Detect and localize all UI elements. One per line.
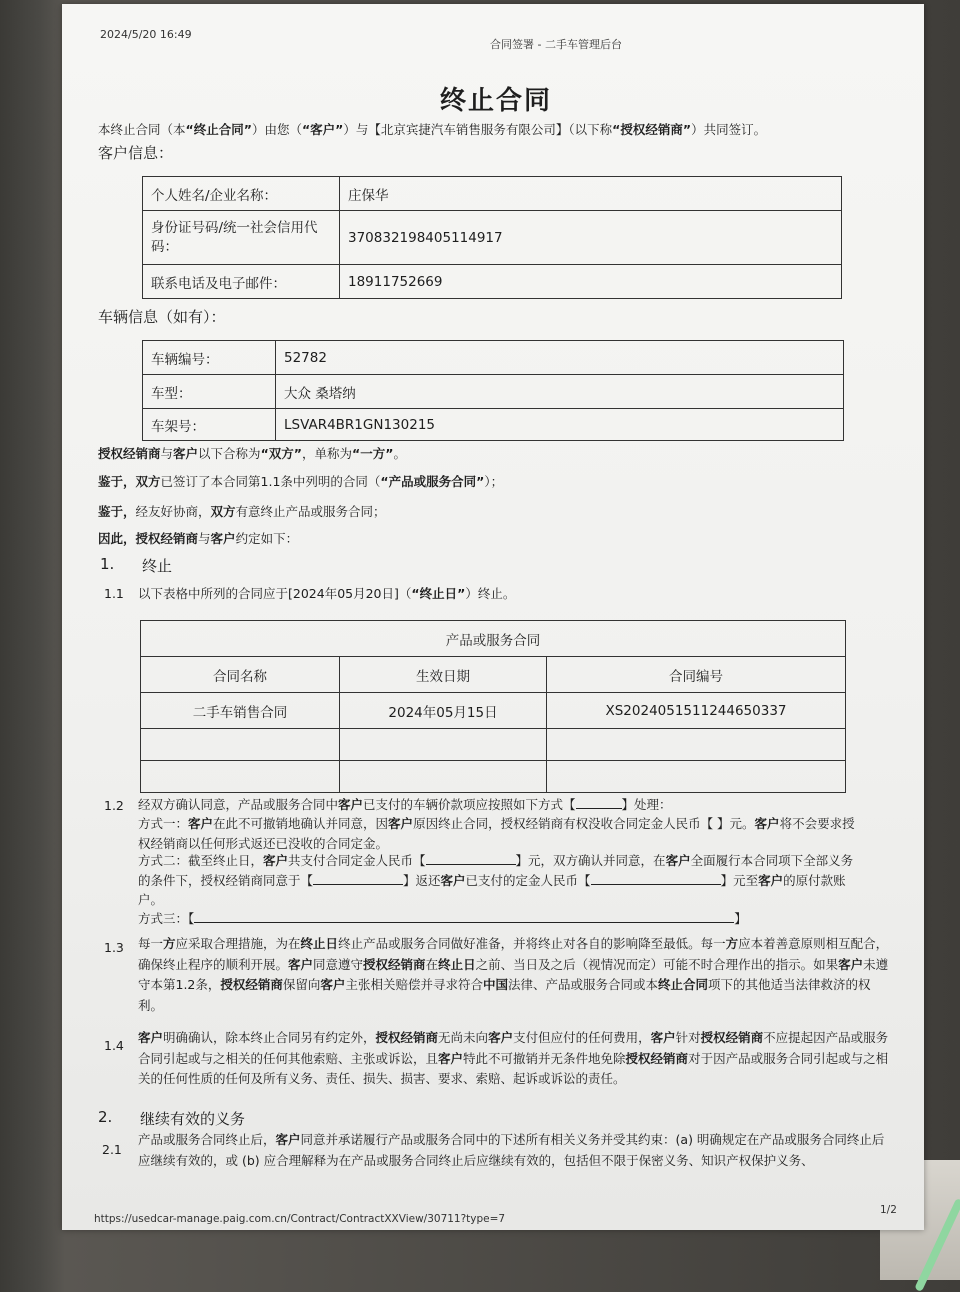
empty-cell (340, 729, 547, 761)
customer-contact-value: 18911752669 (340, 265, 842, 299)
table-row (141, 761, 846, 793)
method-2-line-1: 方式二：截至终止日，客户共支付合同定金人民币【 】元，双方确认并同意，在客户全面履行本合同项下全部义务 (138, 850, 853, 871)
return-date-blank[interactable] (313, 870, 403, 885)
table-row (141, 657, 846, 693)
table-row (143, 341, 844, 375)
method-2-line-3: 户。 (138, 892, 164, 907)
table-row (143, 177, 842, 211)
customer-contact-label: 联系电话及电子邮件： (143, 265, 340, 299)
section-1-number: 1. (100, 555, 115, 573)
contract-name-cell: 二手车销售合同 (141, 693, 340, 729)
customer-name-value: 庄保华 (340, 177, 842, 211)
table-row (143, 265, 842, 299)
customer-info-table (142, 176, 842, 299)
intro-paragraph: 本终止合同（本“终止合同”）由您（“客户”）与【北京宾捷汽车销售服务有限公司】（以下称“授权经销商”）共同签订。 (98, 122, 767, 137)
service-contract-table (140, 620, 846, 793)
empty-cell (340, 761, 547, 793)
print-page-title: 合同签署 - 二手车管理后台 (490, 38, 622, 51)
whereas-clause-2: 鉴于，经友好协商，双方有意终止产品或服务合同； (98, 504, 386, 519)
method-2-line-2: 的条件下，授权经销商同意于【 】返还客户已支付的定金人民币【 】元至客户的原付款账 (138, 870, 846, 891)
column-header-date: 生效日期 (340, 657, 547, 693)
clause-2-1-text: 产品或服务合同终止后，客户同意并承诺履行产品或服务合同中的下述所有相关义务并受其约束：(a) 明确规定在产品或服务合同终止后应继续有效的，或 (b) 应合理解释为在产品或服务合同终止后应继续有效的，包括但不限于保密义务、知识产权保护义务、 (138, 1132, 885, 1168)
vehicle-model-label: 车型： (143, 375, 276, 409)
empty-cell (547, 729, 846, 761)
column-header-number: 合同编号 (547, 657, 846, 693)
clause-1-3-text: 每一方应采取合理措施，为在终止日终止产品或服务合同做好准备，并将终止对各自的影响降至最低。每一方应本着善意原则相互配合，确保终止程序的顺利开展。客户同意遵守授权经销商在终止日之前、当日及之后（视情况而定）可能不时合理作出的指示。如果客户未遵守本第1.2条，授权经销商保留向客户主张相关赔偿并寻求符合中国法律、产品或服务合同或本终止合同项下的其他适当法律救济的权利。 (138, 936, 889, 1013)
method-blank[interactable] (576, 794, 622, 809)
customer-name-label: 个人姓名/企业名称： (143, 177, 340, 211)
vehicle-number-label: 车辆编号： (143, 341, 276, 375)
empty-cell (141, 761, 340, 793)
clause-1-4-number: 1.4 (104, 1038, 124, 1053)
section-2-number: 2. (98, 1108, 113, 1126)
vehicle-info-table (142, 340, 844, 441)
print-timestamp: 2024/5/20 16:49 (100, 28, 192, 41)
empty-cell (141, 729, 340, 761)
clause-1-3-number: 1.3 (104, 940, 124, 955)
clause-1-1-text: 以下表格中所列的合同应于[2024年05月20日]（“终止日”）终止。 (138, 586, 516, 601)
page-number: 1/2 (880, 1204, 897, 1216)
method-1-line-2: 权经销商以任何形式返还已没收的合同定金。 (138, 836, 389, 851)
method-3-blank[interactable] (194, 908, 734, 923)
table-row (143, 211, 842, 265)
column-header-name: 合同名称 (141, 657, 340, 693)
print-url: https://usedcar-manage.paig.com.cn/Contract/ContractXXView/30711?type=7 (94, 1213, 506, 1225)
table-row (143, 375, 844, 409)
clause-2-1-number: 2.1 (102, 1142, 122, 1157)
section-2-title: 继续有效的义务 (140, 1110, 246, 1128)
therefore-clause: 因此，授权经销商与客户约定如下： (98, 531, 299, 546)
customer-info-heading: 客户信息： (98, 144, 174, 162)
customer-id-value: 370832198405114917 (340, 211, 842, 265)
contract-date-cell: 2024年05月15日 (340, 693, 547, 729)
vehicle-model-value: 大众 桑塔纳 (276, 375, 844, 409)
deposit-amount-blank[interactable] (426, 850, 516, 865)
contract-number-cell: XS2024051511244650337 (547, 693, 846, 729)
document-page (62, 4, 924, 1230)
whereas-clause-1: 鉴于，双方已签订了本合同第1.1条中列明的合同（“产品或服务合同”）； (98, 474, 504, 489)
customer-id-label: 身份证号码/统一社会信用代码： (143, 211, 340, 265)
table-row (141, 621, 846, 657)
vehicle-vin-label: 车架号： (143, 409, 276, 441)
clause-1-2-intro: 经双方确认同意，产品或服务合同中客户已支付的车辆价款项应按照如下方式【 】处理： (138, 794, 672, 815)
service-table-caption: 产品或服务合同 (141, 621, 846, 657)
document-title: 终止合同 (440, 86, 553, 116)
table-row (141, 729, 846, 761)
table-row (141, 693, 846, 729)
vehicle-number-value: 52782 (276, 341, 844, 375)
empty-cell (547, 761, 846, 793)
clause-1-2-number: 1.2 (104, 798, 124, 813)
section-1-title: 终止 (142, 557, 173, 575)
clause-1-4-text: 客户明确确认，除本终止合同另有约定外，授权经销商无尚未向客户支付但应付的任何费用，客户针对授权经销商不应提起因产品或服务合同引起或与之相关的任何其他索赔、主张或诉讼，且客户特此不可撤销并无条件地免除授权经销商对于因产品或服务合同引起或与之相关的任何性质的任何及所有义务、责任、损失、损害、要求、索赔、起诉或诉讼的责任。 (138, 1030, 889, 1086)
vehicle-info-heading: 车辆信息（如有）： (98, 308, 226, 326)
method-1-line-1: 方式一：客户在此不可撤销地确认并同意，因客户原因终止合同，授权经销商有权没收合同定金人民币【 】元。客户将不会要求授 (138, 816, 855, 831)
table-row (143, 409, 844, 441)
method-3-line: 方式三：【 】 (138, 908, 747, 929)
clause-1-1-number: 1.1 (104, 586, 124, 601)
vehicle-vin-value: LSVAR4BR1GN130215 (276, 409, 844, 441)
return-amount-blank[interactable] (591, 870, 721, 885)
parties-definition: 授权经销商与客户以下合称为“双方”，单称为“一方”。 (98, 446, 406, 461)
